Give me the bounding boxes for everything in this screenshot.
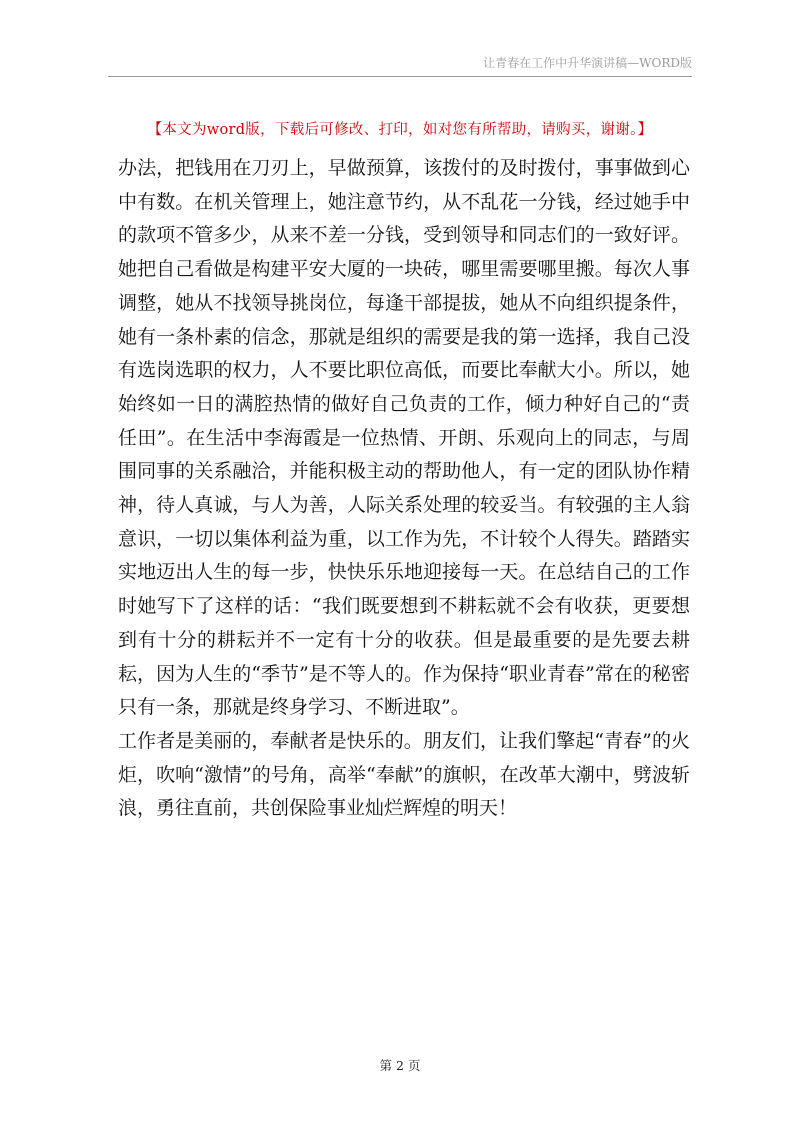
document-body: [118, 152, 690, 826]
body-paragraph-1: 办法，把钱用在刀刃上，早做预算，该拨付的及时拨付，事事做到心中有数。在机关管理上，她注意节约，从不乱花一分钱，经过她手中的款项不管多少，从来不差一分钱，受到领导和同志们的一致好评。她把自己看做是构建平安大厦的一块砖，哪里需要哪里搬。每次人事调整，她从不找领导挑岗位，每逢干部提拔，她从不向组织提条件，她有一条朴素的信念，那就是组织的需要是我的第一选择，我自己没有选岗选职的权力，人不要比职位高低，而要比奉献大小。所以，她始终如一日的满腔热情的做好自己负责的工作，倾力种好自己的“责任田”。在生活中李海霞是一位热情、开朗、乐观向上的同志，与周围同事的关系融洽，并能积极主动的帮助他人，有一定的团队协作精神，待人真诚，与人为善，人际关系处理的较妥当。有较强的主人翁意识，一切以集体利益为重，以工作为先，不计较个人得失。踏踏实实地迈出人生的每一步，快快乐乐地迎接每一天。在总结自己的工作时她写下了这样的话：“我们既要想到不耕耘就不会有收获，更要想到有十分的耕耘并不一定有十分的收获。但是最重要的是先要去耕耘，因为人生的“季节”是不等人的。作为保持“职业青春”常在的秘密只有一条，那就是终身学习、不断进取”。: [118, 157, 690, 719]
page-number: 第 2 页: [379, 1058, 421, 1073]
download-notice: 【本文为word版，下载后可修改、打印，如对您有所帮助，请购买，谢谢。】: [147, 122, 653, 138]
body-paragraph-2: 工作者是美丽的，奉献者是快乐的。朋友们，让我们擎起“青春”的火炬，吹响“激情”的号角，高举“奉献”的旗帜，在改革大潮中，劈波斩浪，勇往直前，共创保险事业灿烂辉煌的明天！: [118, 729, 690, 820]
page-header: [108, 52, 692, 77]
document-title: 让青春在工作中升华演讲稿—WORD版: [483, 56, 692, 70]
